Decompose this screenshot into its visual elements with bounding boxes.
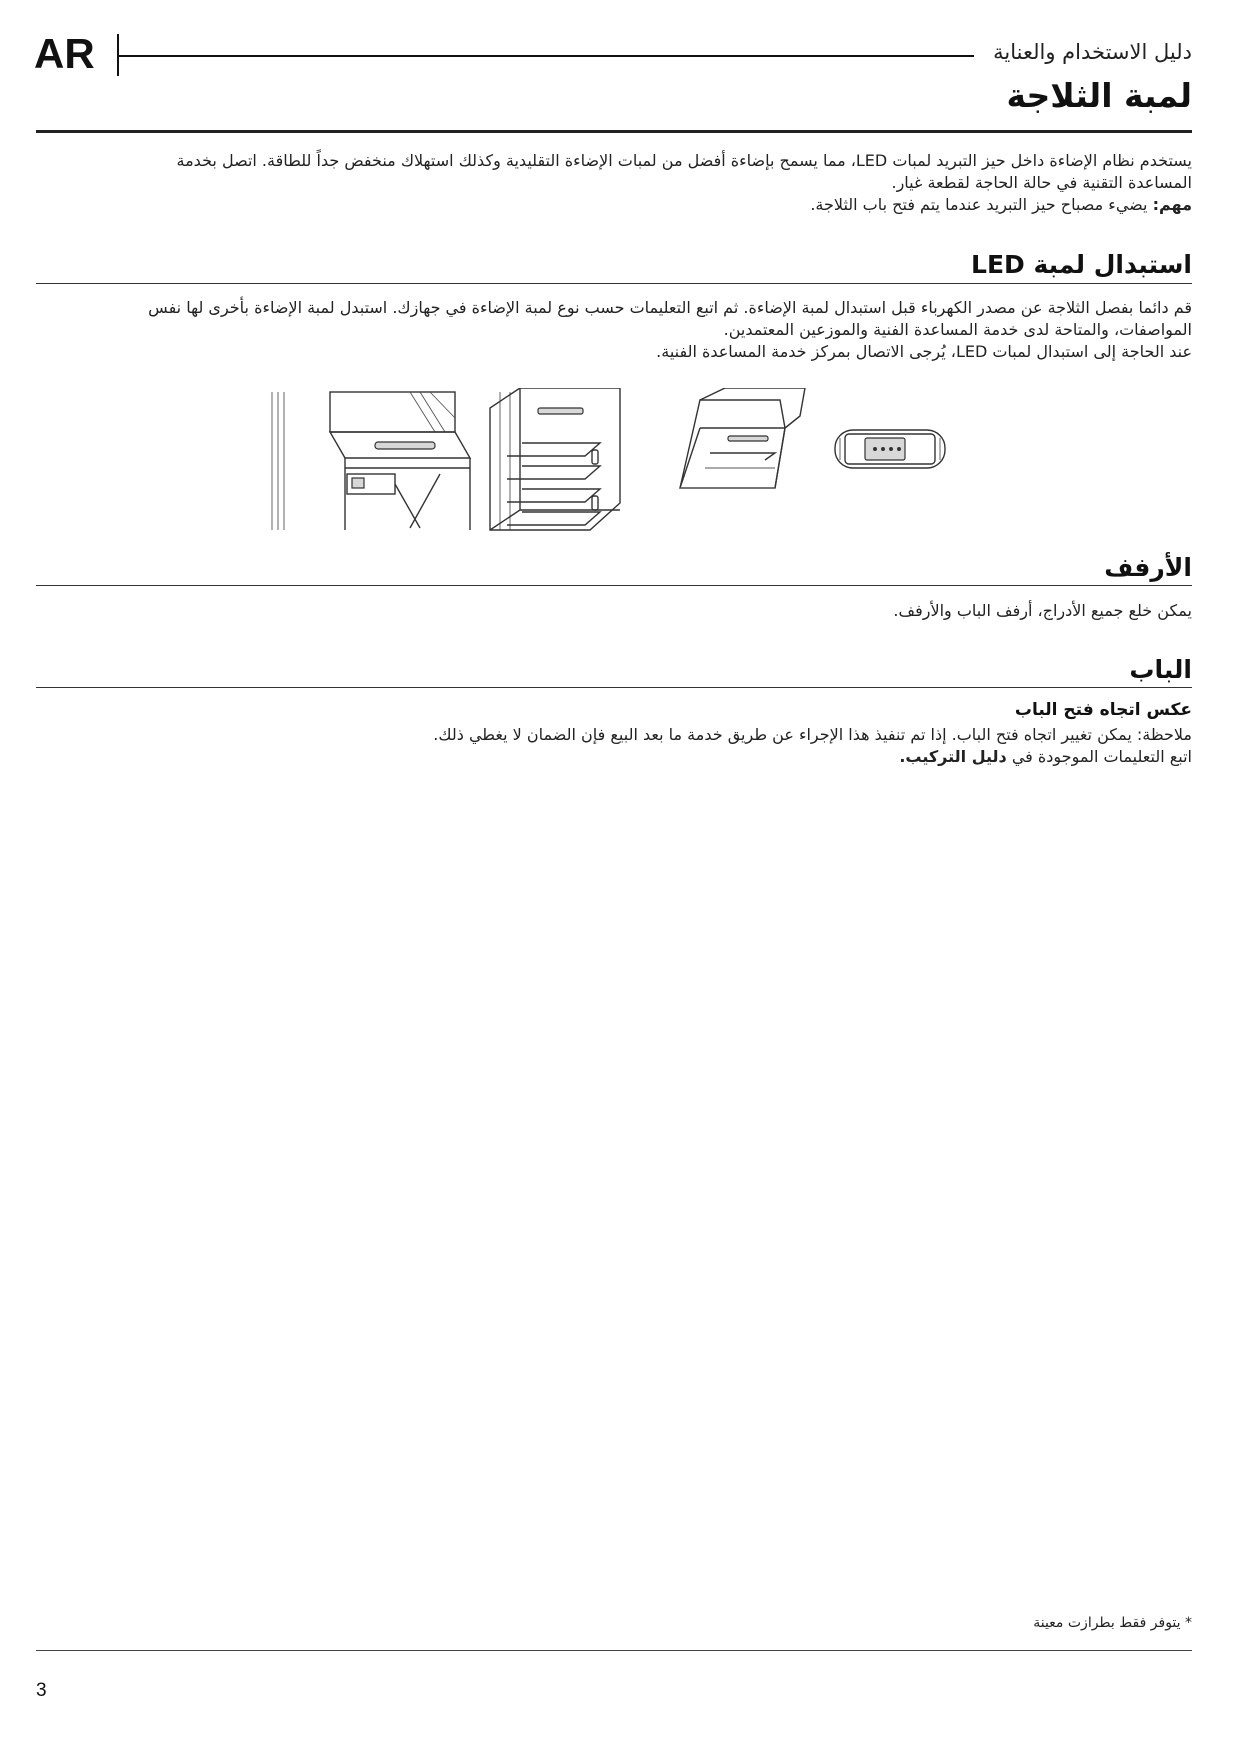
door-section-rule — [36, 687, 1192, 688]
intro-paragraph — [42, 150, 1192, 216]
door-subtitle: عكس اتجاه فتح الباب — [1014, 700, 1192, 720]
led-illustrations — [270, 388, 970, 536]
important-note — [42, 194, 1192, 216]
language-code: AR — [34, 30, 95, 77]
important-text: يضيء مصباح حيز التبريد عندما يتم فتح باب الثلاجة. — [810, 195, 1153, 214]
door-follow-prefix: اتبع التعليمات الموجودة في — [1006, 747, 1192, 766]
led-section-rule — [36, 283, 1192, 284]
door-follow — [42, 746, 1192, 768]
led-line-1: قم دائما بفصل الثلاجة عن مصدر الكهرباء قبل استبدال لمبة الإضاءة. ثم اتبع التعليمات حسب نوع لمبة الإضاءة في جهازك. استبدل لمبة الإضاءة بأخرى لها نفس — [148, 298, 1192, 317]
shelves-paragraph — [42, 600, 1192, 622]
header-rule — [119, 55, 974, 57]
page-number: 3 — [36, 1680, 47, 1701]
shelves-section-rule — [36, 585, 1192, 586]
led-section-title: استبدال لمبة LED — [971, 250, 1192, 279]
fridge-light-illustration — [272, 392, 510, 530]
footer-rule — [36, 1650, 1192, 1651]
title-rule — [36, 130, 1192, 133]
door-section-title: الباب — [1129, 655, 1192, 684]
led-line-3: عند الحاجة إلى استبدال لمبات LED، يُرجى الاتصال بمركز خدمة المساعدة الفنية. — [656, 342, 1192, 361]
intro-line-2: المساعدة التقنية في حالة الحاجة لقطعة غيار. — [891, 173, 1192, 192]
installation-guide-ref: دليل التركيب. — [899, 747, 1007, 766]
led-line-2: المواصفات، والمتاحة لدى خدمة المساعدة الفنية والموزعين المعتمدين. — [723, 320, 1192, 339]
shelves-section-title: الأرفف — [1104, 553, 1192, 582]
page-title: لمبة الثلاجة — [1006, 76, 1192, 115]
important-label: مهم: — [1152, 195, 1192, 214]
manual-title: دليل الاستخدام والعناية — [993, 40, 1192, 64]
door-paragraph — [42, 724, 1192, 768]
footnote: * يتوفر فقط بطرازت معينة — [1033, 1615, 1192, 1631]
fridge-shelves-illustration — [490, 388, 620, 530]
shelves-text: يمكن خلع جميع الأدراج، أرفف الباب والأرفف. — [893, 601, 1192, 620]
door-note: ملاحظة: يمكن تغيير اتجاه فتح الباب. إذا تم تنفيذ هذا الإجراء عن طريق خدمة ما بعد البيع فإن الضمان لا يغطي ذلك. — [433, 725, 1192, 744]
led-paragraph — [42, 297, 1192, 363]
intro-line-1: يستخدم نظام الإضاءة داخل حيز التبريد لمبات LED، مما يسمح بإضاءة أفضل من لمبات الإضاءة التقليدية وكذلك استهلاك منخفض جداً للطاقة. اتصل بخدمة — [176, 151, 1192, 170]
led-cover-illustration — [680, 388, 805, 488]
led-module-illustration — [835, 430, 945, 468]
